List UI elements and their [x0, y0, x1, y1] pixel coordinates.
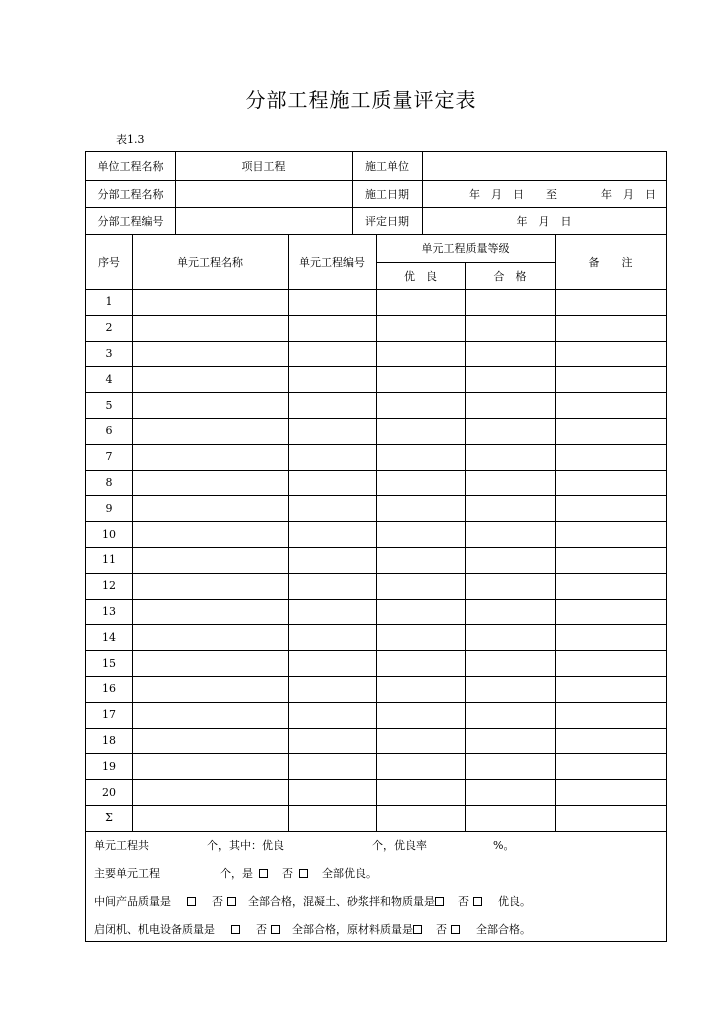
row-line — [86, 366, 666, 367]
footer-text: 否 — [212, 895, 223, 908]
row-number: 10 — [102, 527, 116, 541]
col-remarks-header: 备 注 — [588, 255, 633, 269]
col-excellent-header: 优 良 — [404, 269, 437, 283]
no-checkbox[interactable] — [271, 925, 280, 934]
row-number: 8 — [105, 475, 113, 489]
evaluation-date-value[interactable]: 年 月 日 — [516, 214, 572, 228]
row-number: 9 — [105, 501, 113, 515]
row-line — [86, 392, 666, 393]
row-number: 17 — [102, 708, 116, 722]
footer-line-4 — [94, 915, 531, 943]
row-line — [86, 650, 666, 651]
row-line — [86, 418, 666, 419]
row-number: 15 — [102, 656, 116, 670]
col-qualified-header: 合 格 — [493, 269, 527, 283]
row-line — [86, 624, 666, 625]
col-quality-grade-header: 单元工程质量等级 — [421, 242, 510, 255]
footer-text: 主要单元工程 — [94, 867, 160, 880]
footer-text: 否 — [256, 923, 267, 936]
footer-text: 中间产品质量是 — [94, 895, 171, 908]
row-number: 1 — [105, 295, 113, 309]
row-line — [86, 573, 666, 574]
unit-project-name-label: 单位工程名称 — [97, 160, 164, 173]
col-seq-header: 序号 — [98, 255, 120, 269]
row-line — [86, 753, 666, 754]
footer-text: %。 — [493, 839, 515, 852]
sub-project-code-label: 分部工程编号 — [97, 214, 164, 228]
no-checkbox[interactable] — [299, 869, 308, 878]
row-number: 13 — [102, 604, 116, 618]
row-number: 2 — [105, 321, 113, 335]
row-number: 19 — [102, 759, 116, 773]
row-number: 16 — [102, 682, 116, 696]
form-title: 分部工程施工质量评定表 — [245, 88, 477, 112]
no-checkbox[interactable] — [451, 925, 460, 934]
no-checkbox[interactable] — [227, 897, 236, 906]
row-line — [86, 728, 666, 729]
footer-text: 个，优良率 — [372, 839, 427, 852]
table-code: 表1.3 — [116, 133, 145, 146]
row-number: 18 — [102, 733, 116, 747]
yes-checkbox[interactable] — [187, 897, 196, 906]
footer-text: 全部合格，混凝土、砂浆拌和物质量是 — [248, 895, 435, 908]
row-line — [86, 599, 666, 600]
sub-project-name-label: 分部工程名称 — [97, 187, 164, 201]
footer-text: 全部合格，原材料质量是 — [292, 923, 413, 936]
row-line — [86, 805, 666, 806]
row-number: 4 — [105, 372, 113, 386]
footer-text: 否 — [458, 895, 469, 908]
row-line — [86, 676, 666, 677]
footer-text: 全部优良。 — [322, 867, 377, 880]
row-number: 20 — [102, 785, 116, 799]
row-line — [86, 702, 666, 703]
footer-line-1 — [94, 831, 514, 859]
yes-checkbox[interactable] — [413, 925, 422, 934]
yes-checkbox[interactable] — [259, 869, 268, 878]
footer-text: 启闭机、机电设备质量是 — [94, 923, 215, 936]
sub-project-name-value[interactable] — [175, 180, 352, 207]
footer-text: 个，是 — [220, 867, 253, 880]
footer-text: 单元工程共 — [94, 839, 149, 852]
row-number: 11 — [102, 553, 116, 567]
evaluation-date-label: 评定日期 — [365, 214, 409, 228]
yes-checkbox[interactable] — [231, 925, 240, 934]
construction-unit-value[interactable] — [422, 152, 666, 180]
row-number: 7 — [105, 450, 113, 464]
construction-unit-label: 施工单位 — [365, 160, 409, 173]
row-line — [86, 341, 666, 342]
row-number: 12 — [102, 579, 116, 593]
footer-text: 全部合格。 — [476, 923, 531, 936]
row-line — [86, 495, 666, 496]
row-line — [86, 521, 666, 522]
rule-line — [376, 234, 377, 831]
row-line — [86, 547, 666, 548]
row-number: 14 — [102, 630, 116, 644]
row-line — [86, 779, 666, 780]
footer-line-3 — [94, 887, 531, 915]
footer-text: 个，其中：优良 — [207, 839, 284, 852]
yes-checkbox[interactable] — [435, 897, 444, 906]
rule-line — [555, 234, 556, 831]
row-line — [86, 470, 666, 471]
rule-line — [288, 234, 289, 831]
row-number: 6 — [105, 424, 113, 438]
unit-project-name-value: 项目工程 — [241, 160, 286, 173]
construction-date-value[interactable]: 年 月 日 至 年 月 日 — [469, 187, 656, 201]
footer-line-2 — [94, 859, 377, 887]
row-number: Σ — [105, 811, 113, 825]
row-line — [86, 444, 666, 445]
no-checkbox[interactable] — [473, 897, 482, 906]
sub-project-code-value[interactable] — [175, 207, 352, 234]
row-number: 5 — [105, 398, 113, 412]
footer-text: 否 — [436, 923, 447, 936]
footer-text: 优良。 — [498, 895, 531, 908]
footer-text: 否 — [282, 867, 293, 880]
rule-line — [132, 234, 133, 831]
col-unit-code-header: 单元工程编号 — [299, 255, 365, 269]
row-line — [86, 315, 666, 316]
construction-date-label: 施工日期 — [365, 187, 409, 201]
col-unit-name-header: 单元工程名称 — [177, 255, 243, 269]
row-number: 3 — [105, 346, 113, 360]
evaluation-table — [85, 151, 667, 942]
